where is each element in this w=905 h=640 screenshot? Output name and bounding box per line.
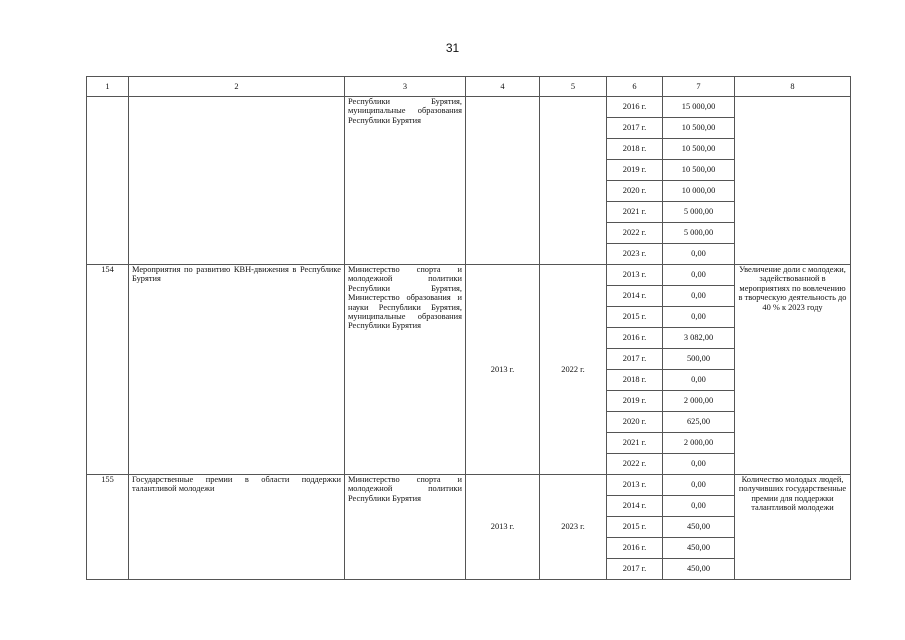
funding-amount: 10 500,00: [663, 139, 735, 160]
funding-amount: 3 082,00: [663, 328, 735, 349]
funding-year: 2022 г.: [607, 454, 663, 475]
funding-amount: 0,00: [663, 370, 735, 391]
table-row: [87, 265, 851, 286]
funding-amount: 5 000,00: [663, 202, 735, 223]
expected-result: [735, 97, 851, 265]
funding-year: 2021 г.: [607, 433, 663, 454]
funding-amount: 0,00: [663, 286, 735, 307]
header-cell: 5: [540, 77, 607, 97]
funding-year: 2016 г.: [607, 538, 663, 559]
header-row: [87, 77, 851, 97]
funding-year: 2013 г.: [607, 265, 663, 286]
funding-amount: 0,00: [663, 265, 735, 286]
funding-amount: 15 000,00: [663, 97, 735, 118]
start-year: 2013 г.: [466, 475, 540, 580]
table-row: [87, 97, 851, 118]
funding-amount: 450,00: [663, 559, 735, 580]
header-cell: 1: [87, 77, 129, 97]
funding-amount: 500,00: [663, 349, 735, 370]
funding-amount: 2 000,00: [663, 433, 735, 454]
funding-amount: 0,00: [663, 475, 735, 496]
item-name: [129, 97, 345, 265]
funding-amount: 0,00: [663, 244, 735, 265]
end-year: [540, 97, 607, 265]
funding-amount: 0,00: [663, 496, 735, 517]
table-row: [87, 475, 851, 496]
funding-year: 2019 г.: [607, 391, 663, 412]
funding-amount: 2 000,00: [663, 391, 735, 412]
funding-year: 2020 г.: [607, 412, 663, 433]
funding-amount: 625,00: [663, 412, 735, 433]
program-table: [86, 76, 851, 580]
funding-amount: 10 500,00: [663, 118, 735, 139]
item-number: 155: [87, 475, 129, 580]
funding-year: 2015 г.: [607, 517, 663, 538]
funding-year: 2018 г.: [607, 370, 663, 391]
start-year: [466, 97, 540, 265]
funding-amount: 10 500,00: [663, 160, 735, 181]
funding-amount: 450,00: [663, 517, 735, 538]
funding-year: 2018 г.: [607, 139, 663, 160]
end-year: 2022 г.: [540, 265, 607, 475]
funding-amount: 0,00: [663, 307, 735, 328]
funding-year: 2021 г.: [607, 202, 663, 223]
funding-year: 2016 г.: [607, 328, 663, 349]
funding-amount: 450,00: [663, 538, 735, 559]
funding-year: 2020 г.: [607, 181, 663, 202]
header-cell: 8: [735, 77, 851, 97]
item-name: Государственные премии в области поддержки талантливой молодежи: [129, 475, 345, 580]
header-cell: 4: [466, 77, 540, 97]
page-number: 31: [445, 41, 460, 55]
funding-year: 2013 г.: [607, 475, 663, 496]
item-number: 154: [87, 265, 129, 475]
funding-year: 2016 г.: [607, 97, 663, 118]
start-year: 2013 г.: [466, 265, 540, 475]
funding-year: 2017 г.: [607, 118, 663, 139]
item-name: Мероприятия по развитию КВН-движения в Республике Бурятия: [129, 265, 345, 475]
item-executor: Министерство спорта и молодежной политики Республики Бурятия, Министерство образования и науки Республики Бурятия, муниципальные образования Республики Бурятия: [345, 265, 466, 475]
funding-year: 2019 г.: [607, 160, 663, 181]
header-cell: 7: [663, 77, 735, 97]
header-cell: 2: [129, 77, 345, 97]
funding-year: 2022 г.: [607, 223, 663, 244]
end-year: 2023 г.: [540, 475, 607, 580]
funding-year: 2017 г.: [607, 349, 663, 370]
funding-year: 2023 г.: [607, 244, 663, 265]
funding-year: 2014 г.: [607, 496, 663, 517]
funding-year: 2015 г.: [607, 307, 663, 328]
funding-amount: 10 000,00: [663, 181, 735, 202]
header-cell: 6: [607, 77, 663, 97]
funding-amount: 0,00: [663, 454, 735, 475]
funding-year: 2014 г.: [607, 286, 663, 307]
header-cell: 3: [345, 77, 466, 97]
item-executor: Министерство спорта и молодежной политики Республики Бурятия: [345, 475, 466, 580]
expected-result: Количество молодых людей, получивших государственные премии для поддержки талантливой молодежи: [735, 475, 851, 580]
expected-result: Увеличение доли с молодежи, задействованной в мероприятиях по вовлечению в творческую деятельность до 40 % к 2023 году: [735, 265, 851, 475]
item-number: [87, 97, 129, 265]
funding-year: 2017 г.: [607, 559, 663, 580]
item-executor: Республики Бурятия, муниципальные образования Республики Бурятия: [345, 97, 466, 265]
funding-amount: 5 000,00: [663, 223, 735, 244]
